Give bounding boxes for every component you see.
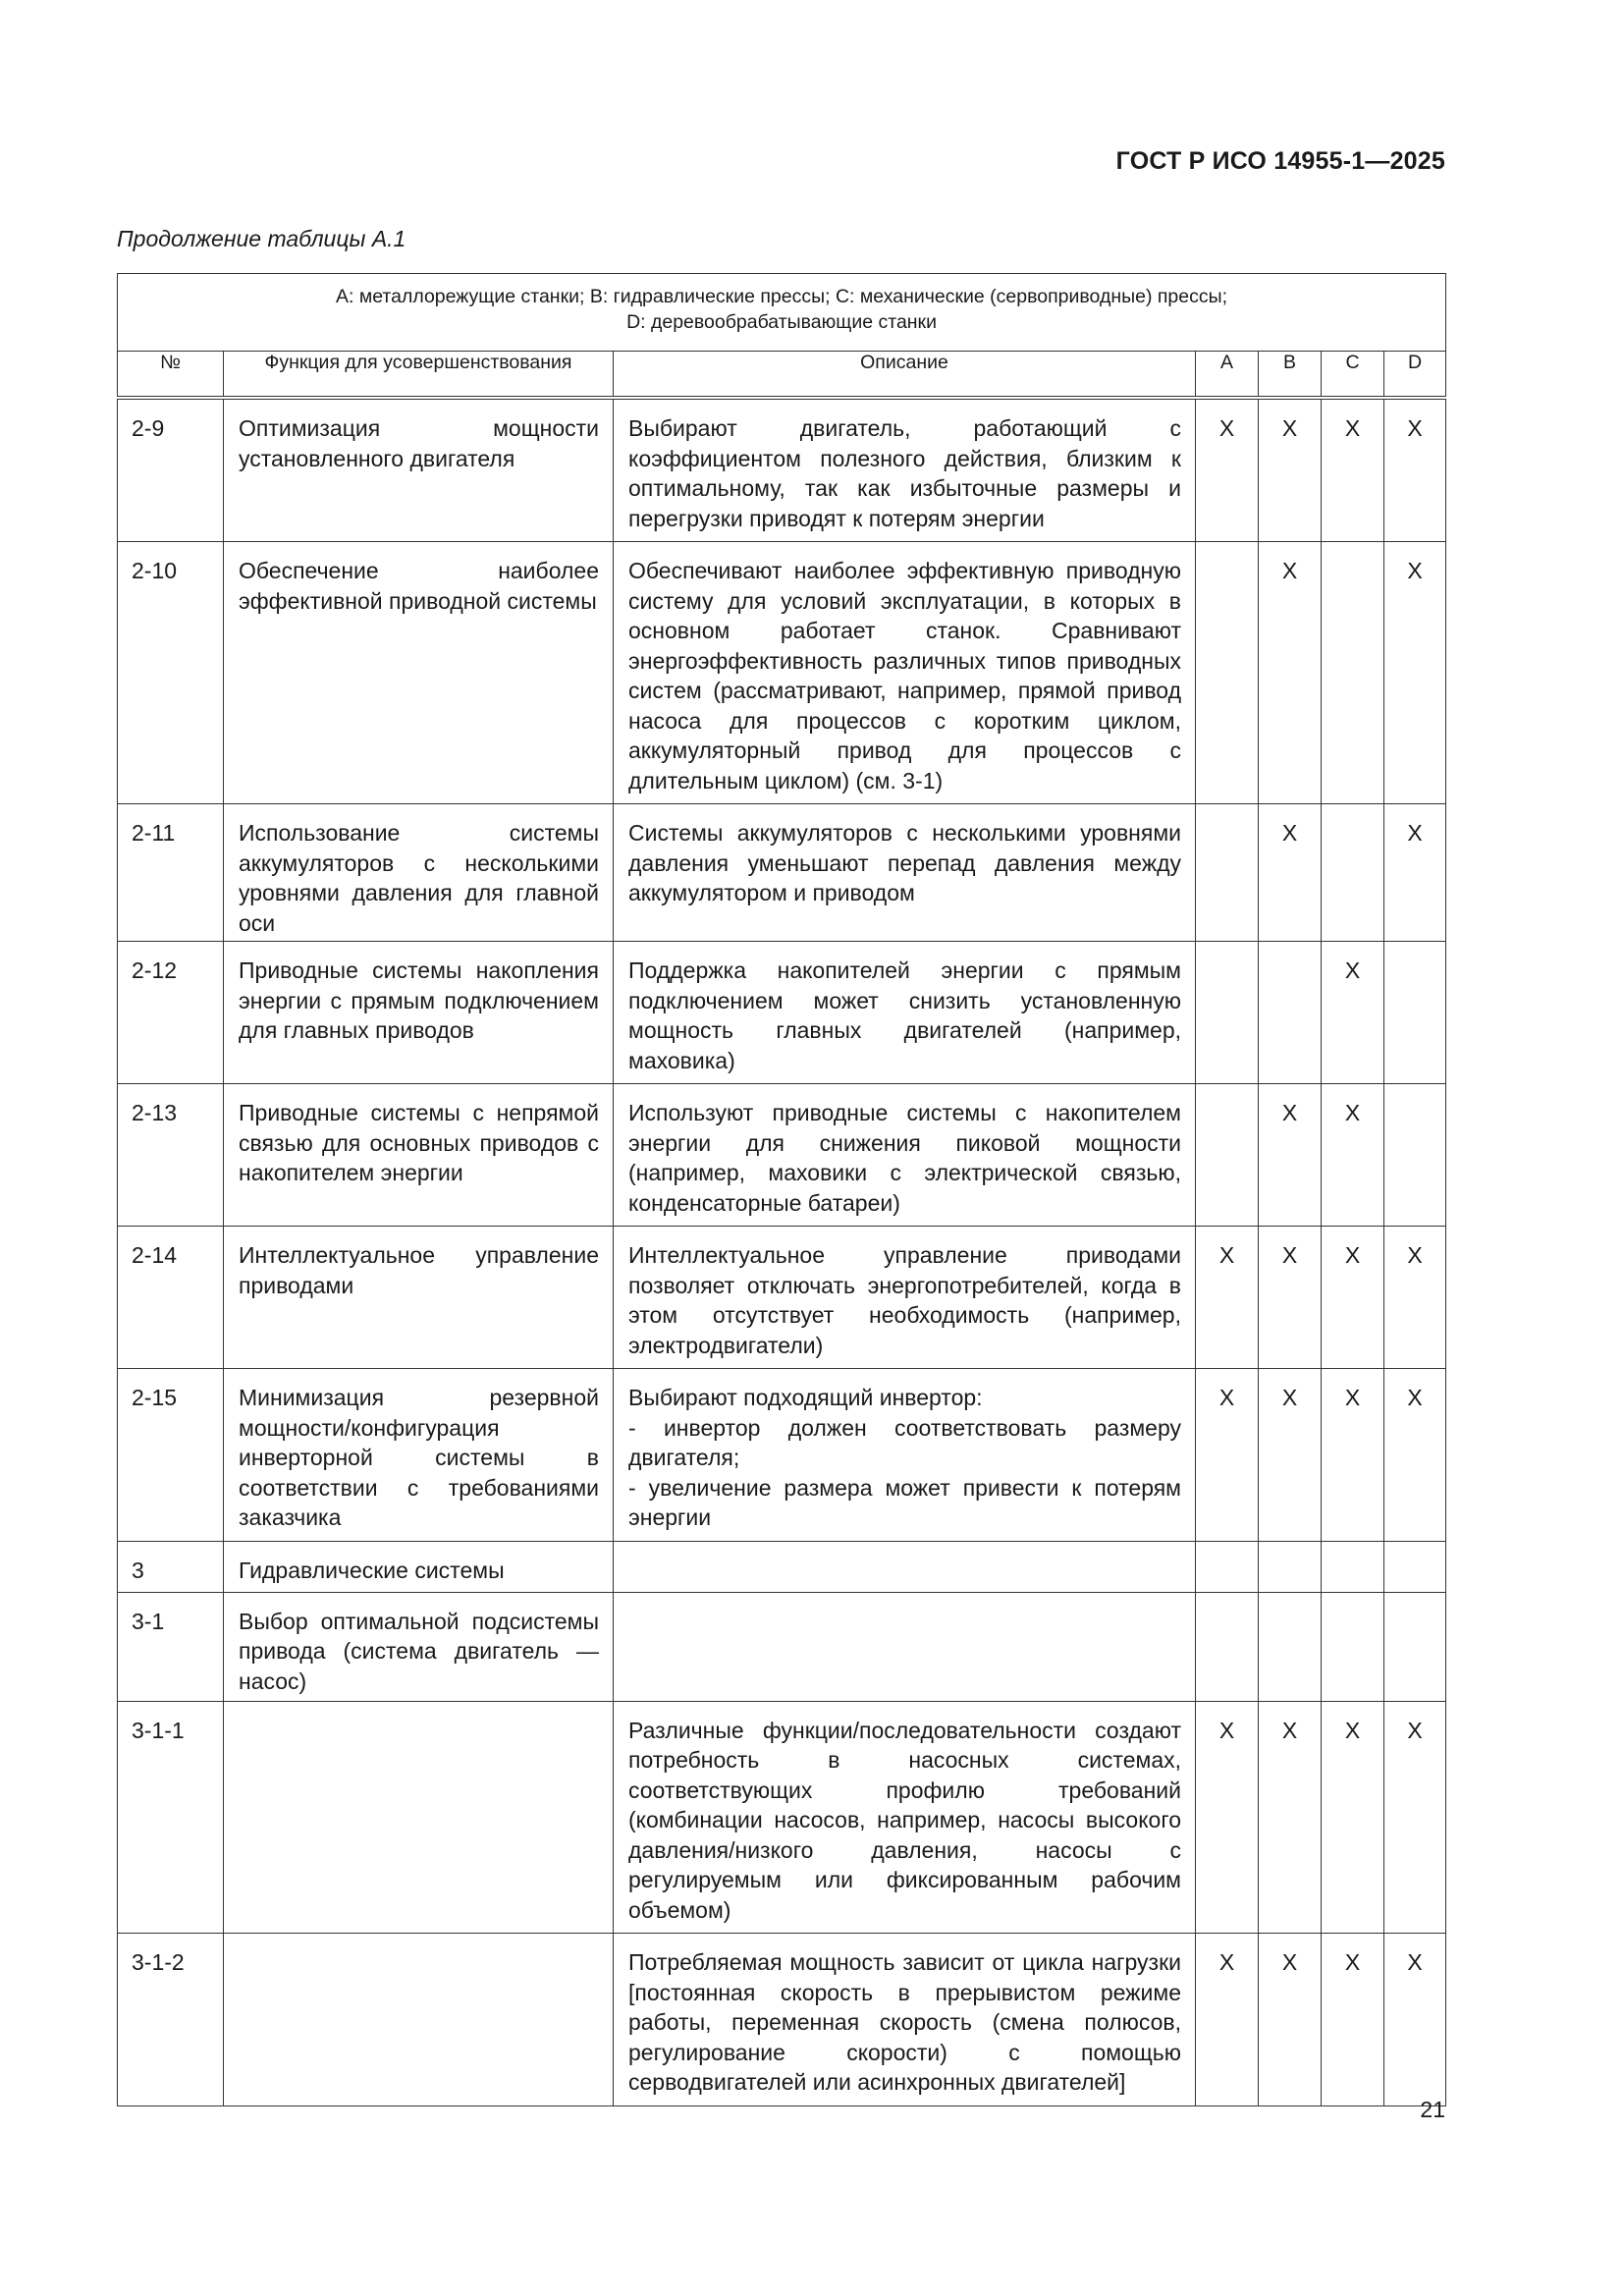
mark-c: X — [1322, 942, 1384, 1084]
row-description — [614, 1541, 1196, 1592]
mark-a: X — [1196, 1227, 1259, 1369]
document-id: ГОСТ Р ИСО 14955-1—2025 — [1115, 147, 1445, 175]
table-row — [118, 542, 1446, 804]
mark-b: X — [1259, 1369, 1322, 1542]
mark-b: X — [1259, 1227, 1322, 1369]
row-function: Приводные системы накопления энергии с прямым подключением для главных приводов — [224, 942, 614, 1084]
mark-c — [1322, 1541, 1384, 1592]
mark-a — [1196, 1592, 1259, 1701]
row-function: Использование системы аккумуляторов с несколькими уровнями давления для главной оси — [224, 804, 614, 942]
col-header-num: № — [118, 352, 224, 399]
row-number: 2-9 — [118, 398, 224, 542]
mark-b — [1259, 1592, 1322, 1701]
row-function: Выбор оптимальной подсистемы привода (система двигатель — насос) — [224, 1592, 614, 1701]
mark-a: X — [1196, 1369, 1259, 1542]
page-number: 21 — [1420, 2097, 1445, 2122]
row-description: Интеллектуальное управление приводами позволяет отключать энергопотребителей, когда в этом отсутствует необходимость (например, электродвигатели) — [614, 1227, 1196, 1369]
row-number: 3 — [118, 1541, 224, 1592]
mark-c: X — [1322, 1934, 1384, 2106]
mark-c — [1322, 804, 1384, 942]
legend-cell — [118, 274, 1446, 352]
mark-a: X — [1196, 1701, 1259, 1934]
mark-d: X — [1384, 1701, 1446, 1934]
col-header-c: C — [1322, 352, 1384, 399]
table-row — [118, 1592, 1446, 1701]
mark-d — [1384, 1084, 1446, 1227]
col-header-d: D — [1384, 352, 1446, 399]
mark-b: X — [1259, 398, 1322, 542]
mark-a — [1196, 542, 1259, 804]
table-row — [118, 804, 1446, 942]
mark-b: X — [1259, 1934, 1322, 2106]
mark-b — [1259, 942, 1322, 1084]
table-row — [118, 398, 1446, 542]
row-function — [224, 1934, 614, 2106]
table-body — [118, 398, 1446, 2105]
row-function: Интеллектуальное управление приводами — [224, 1227, 614, 1369]
mark-d: X — [1384, 1369, 1446, 1542]
mark-a — [1196, 1084, 1259, 1227]
row-function: Гидравлические системы — [224, 1541, 614, 1592]
mark-c: X — [1322, 1227, 1384, 1369]
mark-a — [1196, 1541, 1259, 1592]
table-row — [118, 1369, 1446, 1542]
col-header-description: Описание — [614, 352, 1196, 399]
row-number: 2-14 — [118, 1227, 224, 1369]
legend-line-1: А: металлорежущие станки; В: гидравлические прессы; С: механические (сервоприводные) прессы; — [335, 286, 1228, 307]
mark-c — [1322, 1592, 1384, 1701]
mark-d: X — [1384, 1934, 1446, 2106]
mark-b: X — [1259, 1701, 1322, 1934]
row-function: Обеспечение наиболее эффективной приводной системы — [224, 542, 614, 804]
col-header-b: B — [1259, 352, 1322, 399]
requirements-table — [117, 273, 1446, 2106]
mark-c: X — [1322, 1084, 1384, 1227]
row-description: Системы аккумуляторов с несколькими уровнями давления уменьшают перепад давления между аккумулятором и приводом — [614, 804, 1196, 942]
mark-b — [1259, 1541, 1322, 1592]
row-description — [614, 1592, 1196, 1701]
col-header-a: A — [1196, 352, 1259, 399]
row-function — [224, 1701, 614, 1934]
table-row — [118, 942, 1446, 1084]
row-number: 3-1-1 — [118, 1701, 224, 1934]
table-continuation-caption: Продолжение таблицы А.1 — [117, 226, 406, 251]
mark-a — [1196, 804, 1259, 942]
row-number: 2-13 — [118, 1084, 224, 1227]
mark-d: X — [1384, 398, 1446, 542]
row-description: Используют приводные системы с накопителем энергии для снижения пиковой мощности (например, маховики с электрической связью, конденсаторные батареи) — [614, 1084, 1196, 1227]
col-header-function: Функция для усовершенствования — [224, 352, 614, 399]
row-description: Различные функции/последовательности создают потребность в насосных системах, соответствующих профилю требований (комбинации насосов, например, насосы высокого давления/низкого давления, насосы с регулируемым или фиксированным рабочим объемом) — [614, 1701, 1196, 1934]
row-number: 2-10 — [118, 542, 224, 804]
row-description: Выбирают подходящий инвертор: - инвертор должен соответствовать размеру двигателя; - увеличение размера может привести к потерям энергии — [614, 1369, 1196, 1542]
legend-row — [118, 274, 1446, 352]
mark-a — [1196, 942, 1259, 1084]
row-description: Обеспечивают наиболее эффективную приводную систему для условий эксплуатации, в которых в основном работает станок. Сравнивают энергоэффективность различных типов приводных систем (рассматривают, например, прямой привод насоса для процессов с коротким циклом, аккумуляторный привод для процессов с длительным циклом) (см. 3-1) — [614, 542, 1196, 804]
mark-b: X — [1259, 804, 1322, 942]
table-row — [118, 1227, 1446, 1369]
table-row — [118, 1084, 1446, 1227]
row-number: 3-1-2 — [118, 1934, 224, 2106]
mark-d: X — [1384, 542, 1446, 804]
legend-line-2: D: деревообрабатывающие станки — [626, 311, 937, 333]
row-number: 2-15 — [118, 1369, 224, 1542]
mark-d — [1384, 1541, 1446, 1592]
mark-a: X — [1196, 398, 1259, 542]
row-number: 2-11 — [118, 804, 224, 942]
mark-c: X — [1322, 1701, 1384, 1934]
row-number: 3-1 — [118, 1592, 224, 1701]
mark-c: X — [1322, 1369, 1384, 1542]
table-row — [118, 1541, 1446, 1592]
mark-b: X — [1259, 542, 1322, 804]
mark-d: X — [1384, 1227, 1446, 1369]
mark-d — [1384, 1592, 1446, 1701]
row-description: Потребляемая мощность зависит от цикла нагрузки [постоянная скорость в прерывистом режиме работы, переменная скорость (смена полюсов, регулирование скорости) с помощью серводвигателей или асинхронных двигателей] — [614, 1934, 1196, 2106]
mark-a: X — [1196, 1934, 1259, 2106]
row-description: Выбирают двигатель, работающий с коэффициентом полезного действия, близким к оптимальному, так как избыточные размеры и перегрузки приводят к потерям энергии — [614, 398, 1196, 542]
mark-b: X — [1259, 1084, 1322, 1227]
mark-d — [1384, 942, 1446, 1084]
row-description: Поддержка накопителей энергии с прямым подключением может снизить установленную мощность главных двигателей (например, маховика) — [614, 942, 1196, 1084]
mark-c — [1322, 542, 1384, 804]
row-function: Приводные системы с непрямой связью для основных приводов с накопителем энергии — [224, 1084, 614, 1227]
row-function: Минимизация резервной мощности/конфигурация инверторной системы в соответствии с требованиями заказчика — [224, 1369, 614, 1542]
row-function: Оптимизация мощности установленного двигателя — [224, 398, 614, 542]
mark-d: X — [1384, 804, 1446, 942]
table-row — [118, 1934, 1446, 2106]
mark-c: X — [1322, 398, 1384, 542]
table-row — [118, 1701, 1446, 1934]
column-header-row — [118, 352, 1446, 399]
row-number: 2-12 — [118, 942, 224, 1084]
